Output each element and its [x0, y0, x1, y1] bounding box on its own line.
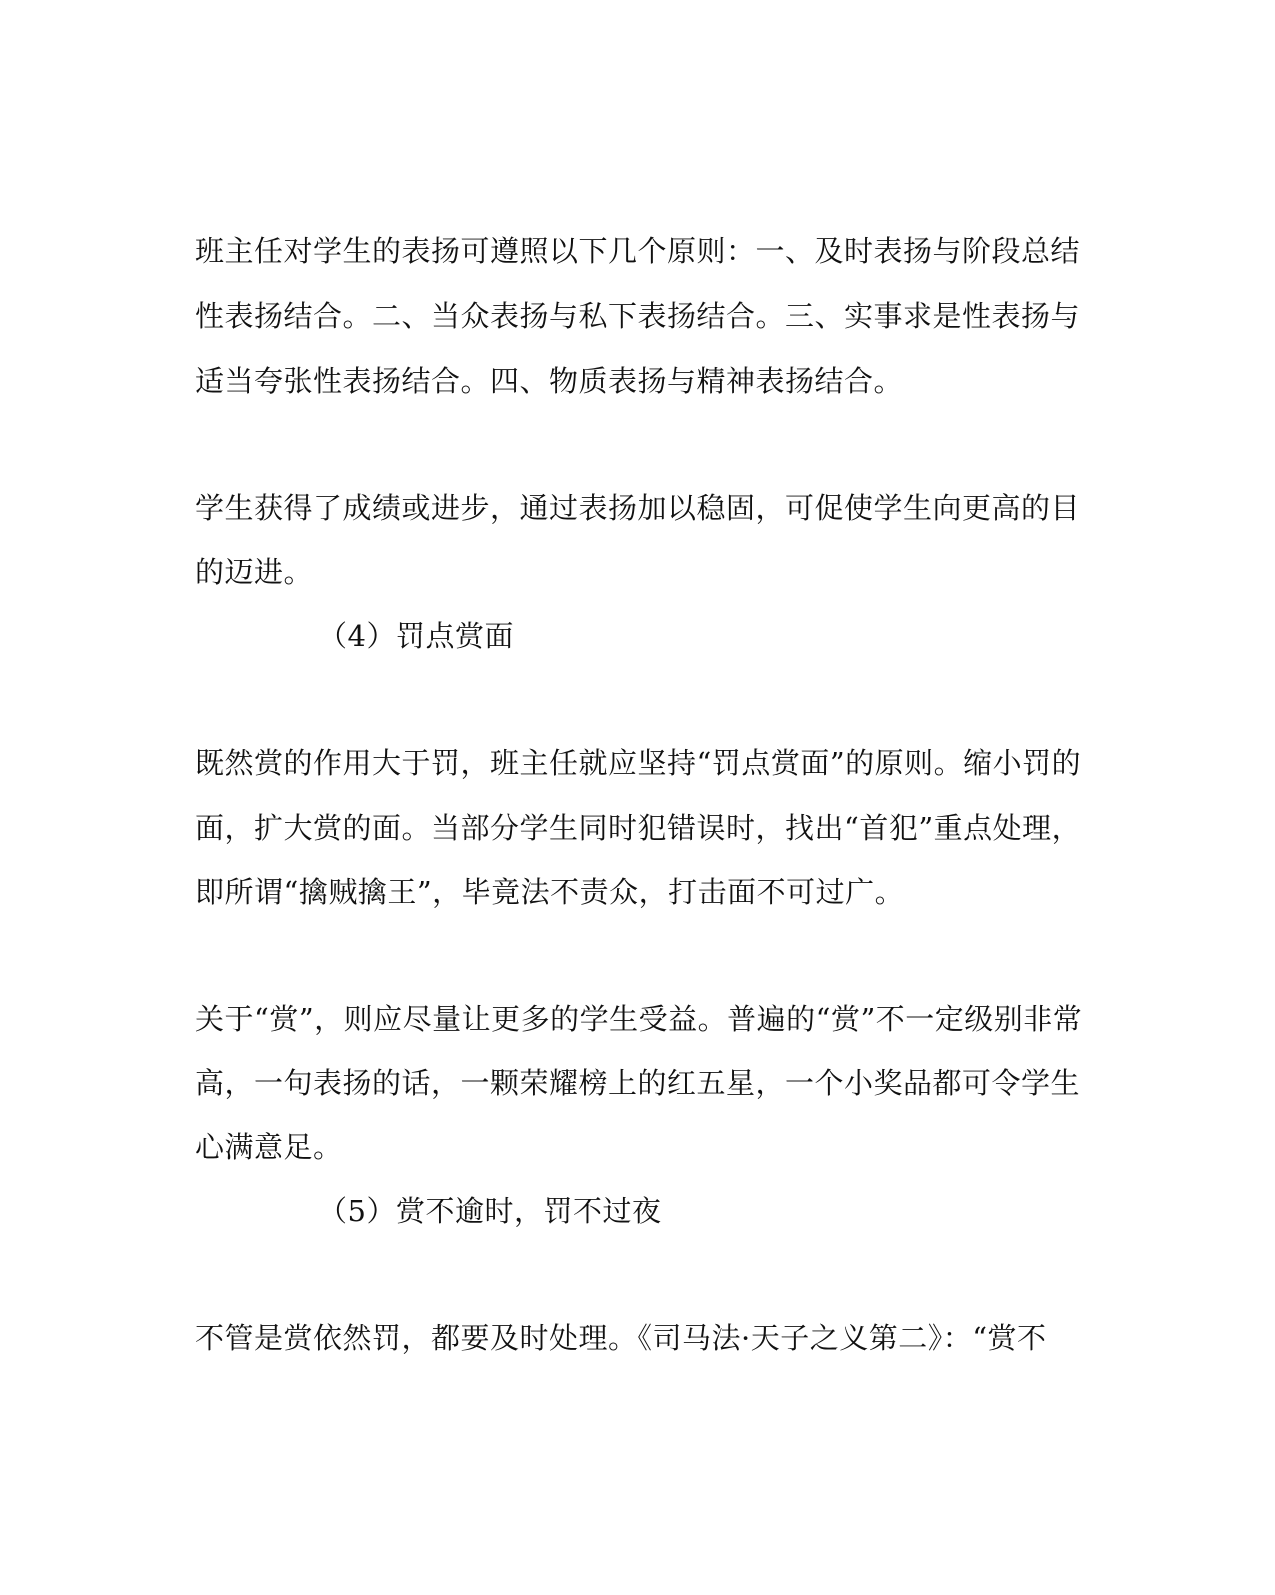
section-heading-5: （5）赏不逾时，罚不过夜	[318, 1194, 662, 1228]
paragraph-1-line-3: 适当夸张性表扬结合。四、物质表扬与精神表扬结合。	[195, 364, 904, 398]
paragraph-1-line-2: 性表扬结合。二、当众表扬与私下表扬结合。三、实事求是性表扬与	[195, 299, 1081, 333]
paragraph-1-line-1: 班主任对学生的表扬可遵照以下几个原则：一、及时表扬与阶段总结	[195, 234, 1081, 268]
paragraph-3-line-2: 面，扩大赏的面。当部分学生同时犯错误时，找出“首犯”重点处理，	[195, 811, 1082, 845]
paragraph-4-line-3: 心满意足。	[195, 1130, 343, 1164]
paragraph-2-line-2: 的迈进。	[195, 555, 314, 589]
paragraph-4-line-1: 关于“赏”，则应尽量让更多的学生受益。普遍的“赏”不一定级别非常	[195, 1002, 1083, 1036]
paragraph-2-line-1: 学生获得了成绩或进步，通过表扬加以稳固，可促使学生向更高的目	[195, 491, 1081, 525]
paragraph-3-line-1: 既然赏的作用大于罚，班主任就应坚持“罚点赏面”的原则。缩小罚的	[195, 746, 1082, 780]
paragraph-4-line-2: 高，一句表扬的话，一颗荣耀榜上的红五星，一个小奖品都可令学生	[195, 1066, 1081, 1100]
paragraph-5-line-1: 不管是赏依然罚，都要及时处理。《司马法·天子之义第二》：“赏不	[195, 1321, 1047, 1355]
section-heading-4: （4）罚点赏面	[318, 619, 514, 653]
paragraph-3-line-3: 即所谓“擒贼擒王”，毕竟法不责众，打击面不可过广。	[195, 875, 905, 909]
